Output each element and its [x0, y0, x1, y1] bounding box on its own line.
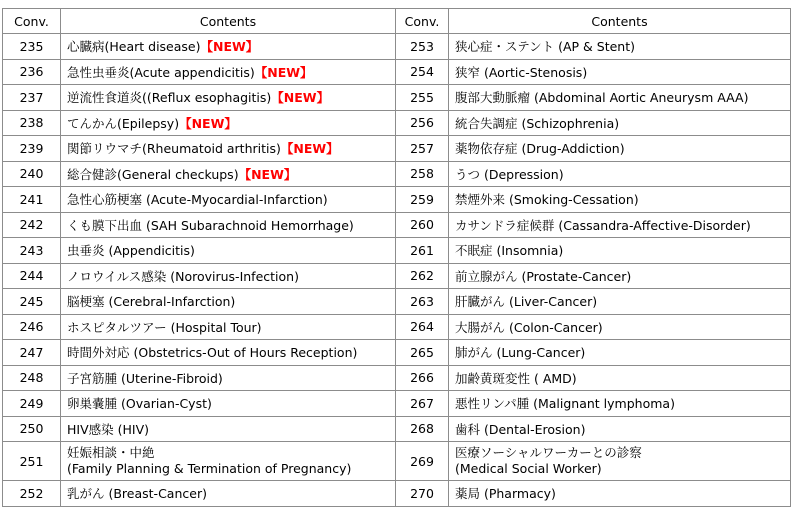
- header-contents-right: Contents: [449, 9, 791, 34]
- contents-cell[interactable]: [61, 212, 396, 238]
- contents-text: 急性虫垂炎(Acute appendicitis): [67, 64, 255, 80]
- conv-number: 266: [396, 365, 449, 391]
- conv-number: 239: [3, 136, 61, 162]
- contents-cell[interactable]: [61, 442, 396, 481]
- conv-number: 250: [3, 416, 61, 442]
- contents-cell[interactable]: 大腸がん (Colon-Cancer): [449, 314, 791, 340]
- contents-text: 急性心筋梗塞 (Acute-Myocardial-Infarction): [67, 192, 328, 208]
- contents-cell[interactable]: 加齢黄斑変性 ( AMD): [449, 365, 791, 391]
- conv-number: 248: [3, 365, 61, 391]
- new-badge: 【NEW】: [271, 90, 330, 106]
- contents-text: 総合健診(General checkups): [67, 166, 239, 182]
- table-row: [3, 59, 791, 85]
- contents-line-2: (Family Planning & Termination of Pregnancy): [67, 461, 352, 476]
- contents-cell[interactable]: 薬局 (Pharmacy): [449, 481, 791, 507]
- conv-number: 240: [3, 161, 61, 187]
- new-badge: 【NEW】: [280, 141, 339, 157]
- table-row: [3, 289, 791, 315]
- conv-number: 261: [396, 238, 449, 264]
- conv-number: 247: [3, 340, 61, 366]
- conv-number: 263: [396, 289, 449, 315]
- contents-text: 関節リウマチ(Rheumatoid arthritis): [67, 141, 281, 157]
- conv-number: 246: [3, 314, 61, 340]
- table-row: [3, 110, 791, 136]
- conv-number: 265: [396, 340, 449, 366]
- contents-cell[interactable]: [61, 59, 396, 85]
- contents-cell[interactable]: 肝臓がん (Liver-Cancer): [449, 289, 791, 315]
- contents-cell[interactable]: うつ (Depression): [449, 161, 791, 187]
- conv-number: 252: [3, 481, 61, 507]
- contents-cell[interactable]: 統合失調症 (Schizophrenia): [449, 110, 791, 136]
- new-badge: 【NEW】: [179, 115, 237, 131]
- table-row: [3, 314, 791, 340]
- new-badge: 【NEW】: [200, 39, 259, 55]
- conv-number: 269: [396, 442, 449, 481]
- table-row: [3, 442, 791, 481]
- new-badge: 【NEW】: [254, 64, 313, 80]
- table-row: [3, 481, 791, 507]
- table-row: [3, 34, 791, 60]
- conv-number: 249: [3, 391, 61, 417]
- conv-number: 270: [396, 481, 449, 507]
- header-conv-right: Conv.: [396, 9, 449, 34]
- contents-cell[interactable]: 乳がん (Breast-Cancer): [61, 481, 396, 507]
- conv-number: 251: [3, 442, 61, 481]
- conv-number: 267: [396, 391, 449, 417]
- contents-text: 時間外対応 (Obstetrics-Out of Hours Reception): [67, 345, 358, 361]
- conv-number: 241: [3, 187, 61, 213]
- contents-cell[interactable]: [61, 340, 396, 366]
- contents-cell[interactable]: [61, 34, 396, 60]
- conv-number: 258: [396, 161, 449, 187]
- contents-cell[interactable]: [61, 314, 396, 340]
- contents-cell[interactable]: 狭心症・ステント (AP & Stent): [449, 34, 791, 60]
- header-conv-left: Conv.: [3, 9, 61, 34]
- contents-cell[interactable]: 薬物依存症 (Drug-Addiction): [449, 136, 791, 162]
- conv-number: 253: [396, 34, 449, 60]
- contents-text: ノロウイルス感染 (Norovirus-Infection): [67, 268, 299, 284]
- conv-number: 244: [3, 263, 61, 289]
- contents-cell[interactable]: [449, 442, 791, 481]
- contents-cell[interactable]: [61, 136, 396, 162]
- contents-line-2: (Medical Social Worker): [455, 461, 602, 476]
- contents-cell[interactable]: [61, 391, 396, 417]
- conv-number: 256: [396, 110, 449, 136]
- contents-cell[interactable]: [61, 365, 396, 391]
- contents-cell[interactable]: [61, 416, 396, 442]
- contents-text: 子宮筋腫 (Uterine-Fibroid): [67, 370, 223, 386]
- conversation-table: [2, 8, 791, 507]
- conv-number: 255: [396, 85, 449, 111]
- conv-number: 268: [396, 416, 449, 442]
- conv-number: 259: [396, 187, 449, 213]
- contents-line-1: 医療ソーシャルワーカーとの診察: [455, 445, 642, 460]
- header-contents-left: Contents: [61, 9, 396, 34]
- table-row: [3, 136, 791, 162]
- conv-number: 242: [3, 212, 61, 238]
- contents-cell[interactable]: [61, 161, 396, 187]
- conv-number: 237: [3, 85, 61, 111]
- header-row: [3, 9, 791, 34]
- table-row: [3, 212, 791, 238]
- table-row: [3, 161, 791, 187]
- contents-cell[interactable]: [61, 238, 396, 264]
- conv-number: 243: [3, 238, 61, 264]
- contents-line-1: 妊娠相談・中絶: [67, 445, 155, 460]
- table-row: [3, 187, 791, 213]
- contents-cell[interactable]: 悪性リンパ腫 (Malignant lymphoma): [449, 391, 791, 417]
- contents-cell[interactable]: 腹部大動脈瘤 (Abdominal Aortic Aneurysm AAA): [449, 85, 791, 111]
- contents-cell[interactable]: [61, 289, 396, 315]
- contents-cell[interactable]: 肺がん (Lung-Cancer): [449, 340, 791, 366]
- conv-number: 264: [396, 314, 449, 340]
- contents-cell[interactable]: 不眠症 (Insomnia): [449, 238, 791, 264]
- table-row: [3, 391, 791, 417]
- table-row: [3, 85, 791, 111]
- contents-text: 逆流性食道炎((Reflux esophagitis): [67, 90, 272, 106]
- conv-number: 236: [3, 59, 61, 85]
- contents-cell[interactable]: カサンドラ症候群 (Cassandra-Affective-Disorder): [449, 212, 791, 238]
- contents-text: HIV感染 (HIV): [67, 421, 150, 437]
- conv-number: 260: [396, 212, 449, 238]
- contents-cell[interactable]: 歯科 (Dental-Erosion): [449, 416, 791, 442]
- contents-text: てんかん(Epilepsy): [67, 115, 180, 131]
- conv-number: 245: [3, 289, 61, 315]
- contents-cell[interactable]: 禁煙外来 (Smoking-Cessation): [449, 187, 791, 213]
- contents-cell[interactable]: [61, 110, 396, 136]
- contents-text: 脳梗塞 (Cerebral-Infarction): [67, 294, 236, 310]
- contents-text: ホスピタルツアー (Hospital Tour): [67, 319, 262, 335]
- conv-number: 235: [3, 34, 61, 60]
- contents-text: 虫垂炎 (Appendicitis): [67, 243, 195, 259]
- contents-text: 心臓病(Heart disease): [67, 39, 201, 55]
- table-row: [3, 340, 791, 366]
- table-row: [3, 365, 791, 391]
- contents-cell[interactable]: [61, 85, 396, 111]
- new-badge: 【NEW】: [238, 166, 297, 182]
- contents-cell[interactable]: [61, 263, 396, 289]
- contents-text: くも膜下出血 (SAH Subarachnoid Hemorrhage): [67, 217, 354, 233]
- conv-number: 254: [396, 59, 449, 85]
- table-row: [3, 238, 791, 264]
- table-row: [3, 416, 791, 442]
- contents-text: 卵巣嚢腫 (Ovarian-Cyst): [67, 396, 212, 412]
- contents-cell[interactable]: [61, 187, 396, 213]
- conv-number: 238: [3, 110, 61, 136]
- conv-number: 257: [396, 136, 449, 162]
- contents-cell[interactable]: 狭窄 (Aortic-Stenosis): [449, 59, 791, 85]
- table-row: [3, 263, 791, 289]
- conv-number: 262: [396, 263, 449, 289]
- contents-cell[interactable]: 前立腺がん (Prostate-Cancer): [449, 263, 791, 289]
